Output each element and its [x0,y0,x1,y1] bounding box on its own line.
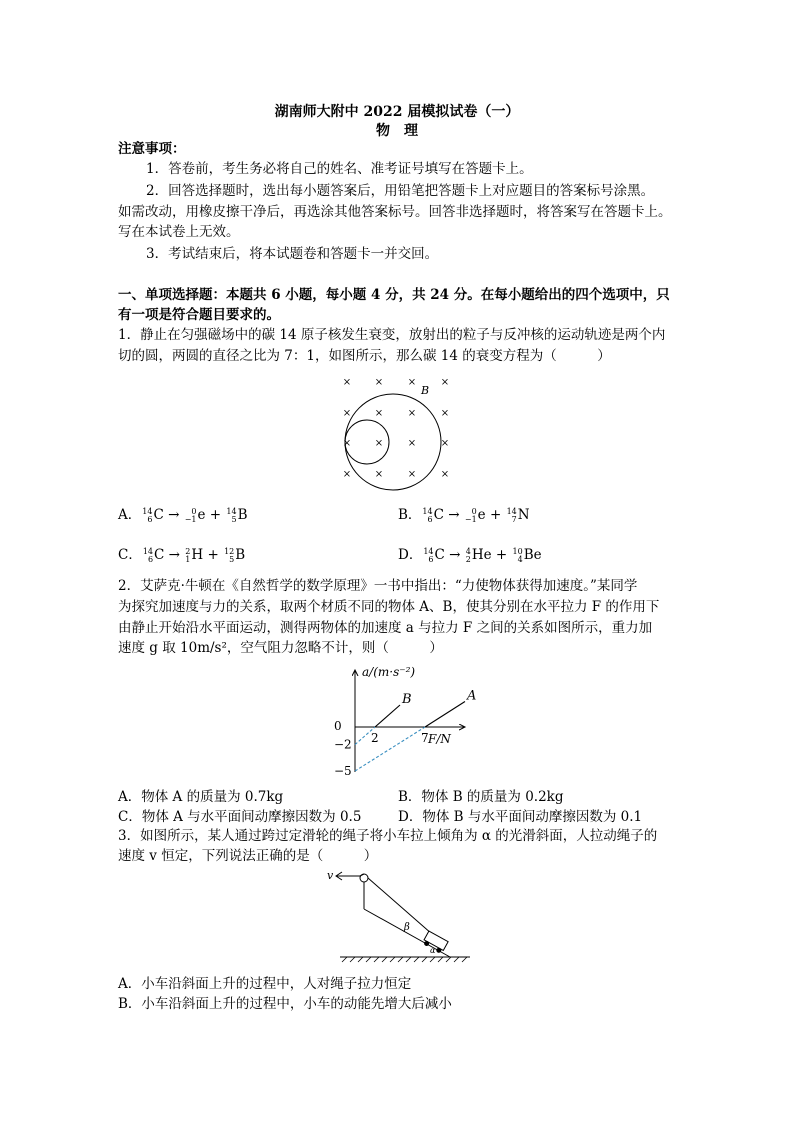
q2-option-b: B．物体 B 的质量为 0.2kg [398,789,564,805]
field-crosses [343,377,449,480]
q1-stem-line1: 1．静止在匀强磁场中的碳 14 原子核发生衰变，放射出的粒子与反冲核的运动轨迹是两个内 [118,327,666,343]
svg-text:×: × [407,469,417,480]
q3-stem-line1: 3．如图所示，某人通过跨过定滑轮的绳子将小车拉上倾角为 α 的光滑斜面，人拉动绳子的 [118,828,658,844]
field-label-b: B [421,384,430,397]
q1-option-d: D． 14 6 C → 4 2 He + 10 4 Be [398,546,542,564]
emitted-particle: 0 −1 e [184,506,206,524]
parent-nuclide: 14 6 C [142,506,164,524]
emitted-particle: 2 1 H [185,546,204,564]
daughter-nuclide: 14 5 B [226,506,248,524]
svg-text:×: × [407,377,417,388]
x-tick-label: 7 [421,731,429,745]
svg-text:×: × [342,408,352,419]
svg-text:×: × [440,469,450,480]
svg-text:×: × [440,408,450,419]
series-label-a: A [467,688,477,704]
series-b-line [375,705,400,727]
option-letter: B． [398,507,422,523]
svg-text:×: × [342,469,352,480]
alpha-label: α [430,946,436,955]
parent-nuclide: 14 6 C [142,546,165,564]
svg-text:×: × [374,408,384,419]
svg-text:×: × [374,438,384,449]
x-axis-label: F/N [428,732,451,746]
q3-option-a: A．小车沿斜面上升的过程中，人对绳子拉力恒定 [118,976,412,992]
notice-item-1: 1．答卷前，考生务必将自己的姓名、准考证号填写在答题卡上。 [146,161,533,177]
notice-item-2: 2．回答选择题时，选出每小题答案后，用铅笔把答题卡上对应题目的答案标号涂黑。 [146,183,655,199]
section-heading-cont: 有一项是符合题目要求的。 [118,307,280,323]
q3-option-b: B．小车沿斜面上升的过程中，小车的动能先增大后减小 [118,996,452,1012]
series-a-extrapolation [355,727,425,771]
emitted-particle: 0 −1 e [464,506,486,524]
velocity-label: v [327,869,334,882]
notice-item-3: 3．考试结束后，将本试题卷和答题卡一并交回。 [146,246,439,262]
y-tick-label: −2 [334,737,352,752]
subject-title: 物 理 [376,123,418,139]
series-label-b: B [402,692,412,707]
y-tick-label: −5 [334,764,352,778]
parent-nuclide: 14 6 C [423,546,445,564]
q2-option-a: A．物体 A 的质量为 0.7kg [118,789,284,805]
emitted-particle: 4 2 He [465,546,492,564]
section-heading: 一、单项选择题：本题共 6 小题，每小题 4 分，共 24 分。在每小题给出的四个选项中，只 [118,287,670,303]
q3-stem-line2: 速度 v 恒定，下列说法正确的是（ ） [118,848,378,864]
q2-stem-line4: 速度 g 取 10m/s²，空气阻力忽略不计，则（ ） [118,640,443,656]
origin-label: 0 [334,719,342,733]
q2-stem-line2: 为探究加速度与力的关系，取两个材质不同的物体 A、B，使其分别在水平拉力 F 的作用下 [118,599,660,615]
svg-text:×: × [440,438,450,449]
q1-stem-line2: 切的圆，两圆的直径之比为 7：1，如图所示，那么碳 14 的衰变方程为（ ） [118,348,611,364]
series-a-line [425,701,465,727]
q2-option-d: D．物体 B 与水平面间动摩擦因数为 0.1 [398,809,643,825]
exam-title: 湖南师大附中 2022 届模拟试卷（一） [274,104,520,120]
option-letter: C． [118,547,142,563]
notice-item-2-cont2: 写在本试卷上无效。 [118,224,240,240]
svg-text:×: × [440,377,450,388]
daughter-nuclide: 14 7 N [506,506,530,524]
parent-nuclide: 14 6 C [422,506,444,524]
q2-stem-line3: 由静止开始沿水平面运动，测得两物体的加速度 a 与拉力 F 之间的关系如图所示，重力加 [118,620,653,636]
x-tick-label: 2 [371,731,379,745]
q1-magnetic-field-figure [330,370,460,490]
q3-incline-figure [320,864,480,964]
notice-item-2-cont: 如需改动，用橡皮擦干净后，再选涂其他答案标号。回答非选择题时，将答案写在答题卡上。 [118,204,672,220]
option-letter: A． [118,507,142,523]
svg-text:×: × [407,408,417,419]
rope [368,878,432,934]
q2-a-f-graph [320,660,477,778]
daughter-nuclide: 12 5 B [224,546,246,564]
svg-text:×: × [374,377,384,388]
option-letter: D． [398,547,423,563]
daughter-nuclide: 10 4 Be [512,546,542,564]
beta-label: β [404,922,410,933]
notice-heading: 注意事项： [118,141,186,157]
y-axis-label: a/(m·s⁻²) [362,665,416,679]
large-orbit-circle [342,394,441,490]
q1-option-c: C． 14 6 C → 2 1 H + 12 5 B [118,546,246,564]
svg-text:×: × [407,438,417,449]
svg-text:×: × [374,469,384,480]
q1-option-a: A． 14 6 C → 0 −1 e + 14 5 B [118,506,248,524]
ground-hatching [342,957,467,962]
q2-option-c: C．物体 A 与水平面间动摩擦因数为 0.5 [118,809,362,825]
svg-text:×: × [342,377,352,388]
q1-option-b: B． 14 6 C → 0 −1 e + 14 7 N [398,506,530,524]
q2-stem-line1: 2．艾萨克·牛顿在《自然哲学的数学原理》一书中指出：“力使物体获得加速度。”某同学 [118,578,638,594]
svg-text:×: × [342,438,352,449]
